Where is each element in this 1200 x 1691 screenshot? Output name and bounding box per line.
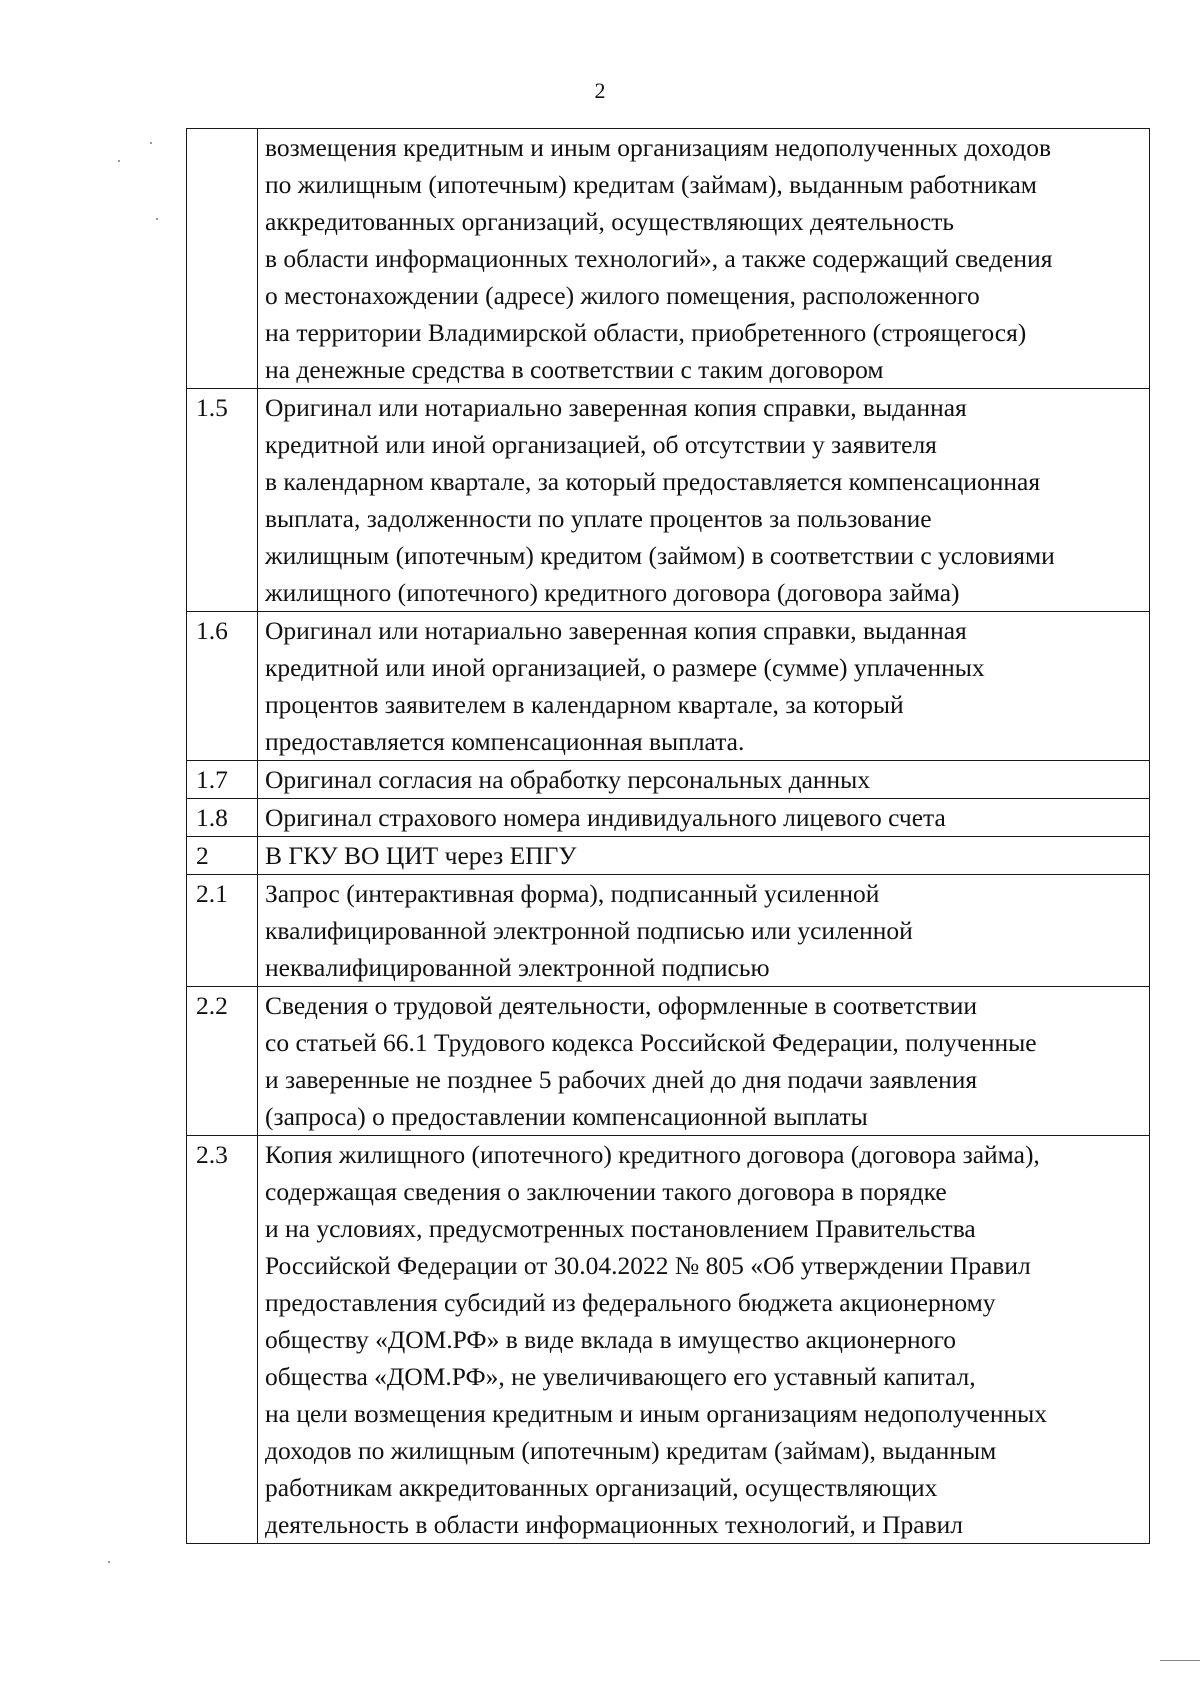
table-row [187, 761, 1150, 799]
table-row [187, 875, 1150, 987]
text-line: обществу «ДОМ.РФ» в виде вклада в имущество акционерного [265, 1325, 957, 1354]
text-line: на цели возмещения кредитным и иным организациям недополученных [265, 1399, 1048, 1428]
text-line: в календарном квартале, за который предоставляется компенсационная [265, 467, 1041, 496]
text-line: процентов заявителем в календарном квартале, за который [265, 690, 904, 719]
text-line: предоставления субсидий из федерального бюджета акционерному [265, 1288, 996, 1317]
page-number: 2 [594, 78, 606, 103]
text-line: доходов по жилищным (ипотечным) кредитам (займам), выданным [265, 1436, 997, 1465]
scan-speck [150, 142, 152, 144]
row-number: 1.5 [187, 389, 258, 612]
text-line: Российской Федерации от 30.04.2022 № 805 «Об утверждении Правил [265, 1251, 1031, 1280]
scan-mark [1160, 1660, 1200, 1661]
text-line: на территории Владимирской области, приобретенного (строящегося) [265, 318, 1027, 347]
text-line: по жилищным (ипотечным) кредитам (займам), выданным работникам [265, 170, 1037, 199]
row-text [258, 987, 1150, 1136]
row-text [258, 1136, 1150, 1544]
row-number: 1.7 [187, 761, 258, 799]
table-row [187, 389, 1150, 612]
text-line: на денежные средства в соответствии с таким договором [265, 355, 884, 384]
text-line: Запрос (интерактивная форма), подписанный усиленной [265, 879, 880, 908]
row-text [258, 129, 1150, 389]
row-text [258, 799, 1150, 837]
text-line: Копия жилищного (ипотечного) кредитного договора (договора займа), [265, 1140, 1040, 1169]
row-text [258, 837, 1150, 875]
text-line: Оригинал или нотариально заверенная копия справки, выданная [265, 393, 967, 422]
row-number: 2 [187, 837, 258, 875]
row-number: 1.6 [187, 612, 258, 761]
text-line: и заверенные не позднее 5 рабочих дней до дня подачи заявления [265, 1065, 978, 1094]
text-line: о местонахождении (адресе) жилого помещения, расположенного [265, 281, 980, 310]
text-line: квалифицированной электронной подписью или усиленной [265, 916, 913, 945]
text-line: общества «ДОМ.РФ», не увеличивающего его уставный капитал, [265, 1362, 976, 1391]
text-line: Оригинал согласия на обработку персональных данных [265, 765, 871, 794]
table-row [187, 129, 1150, 389]
text-line: со статьей 66.1 Трудового кодекса Российской Федерации, полученные [265, 1028, 1037, 1057]
text-line: В ГКУ ВО ЦИТ через ЕПГУ [265, 841, 577, 870]
text-line: содержащая сведения о заключении такого договора в порядке [265, 1177, 947, 1206]
text-line: деятельность в области информационных технологий, и Правил [265, 1510, 964, 1539]
row-number: 1.8 [187, 799, 258, 837]
text-line: кредитной или иной организацией, о размере (сумме) уплаченных [265, 653, 985, 682]
text-line: кредитной или иной организацией, об отсутствии у заявителя [265, 430, 937, 459]
text-line: Оригинал или нотариально заверенная копия справки, выданная [265, 616, 967, 645]
text-line: возмещения кредитным и иным организациям недополученных доходов [265, 133, 1051, 162]
table-row [187, 1136, 1150, 1544]
table-row [187, 837, 1150, 875]
scan-speck [108, 1561, 110, 1563]
row-text [258, 389, 1150, 612]
scan-speck [118, 160, 120, 162]
text-line: аккредитованных организаций, осуществляющих деятельность [265, 207, 954, 236]
row-text [258, 761, 1150, 799]
row-text [258, 875, 1150, 987]
table-row [187, 612, 1150, 761]
text-line: Сведения о трудовой деятельности, оформленные в соответствии [265, 991, 977, 1020]
text-line: работникам аккредитованных организаций, осуществляющих [265, 1473, 938, 1502]
table-row [187, 799, 1150, 837]
table-row [187, 987, 1150, 1136]
scan-speck [156, 218, 158, 220]
text-line: жилищного (ипотечного) кредитного договора (договора займа) [265, 578, 960, 607]
documents-table [186, 128, 1150, 1544]
text-line: предоставляется компенсационная выплата. [265, 727, 745, 756]
text-line: неквалифицированной электронной подписью [265, 953, 770, 982]
row-number: 2.3 [187, 1136, 258, 1544]
text-line: и на условиях, предусмотренных постановлением Правительства [265, 1214, 976, 1243]
text-line: Оригинал страхового номера индивидуального лицевого счета [265, 803, 946, 832]
row-number: 2.1 [187, 875, 258, 987]
text-line: выплата, задолженности по уплате процентов за пользование [265, 504, 932, 533]
text-line: (запроса) о предоставлении компенсационной выплаты [265, 1102, 868, 1131]
row-number: 2.2 [187, 987, 258, 1136]
text-line: в области информационных технологий», а также содержащий сведения [265, 244, 1053, 273]
row-number [187, 129, 258, 389]
row-text [258, 612, 1150, 761]
text-line: жилищным (ипотечным) кредитом (займом) в соответствии с условиями [265, 541, 1055, 570]
